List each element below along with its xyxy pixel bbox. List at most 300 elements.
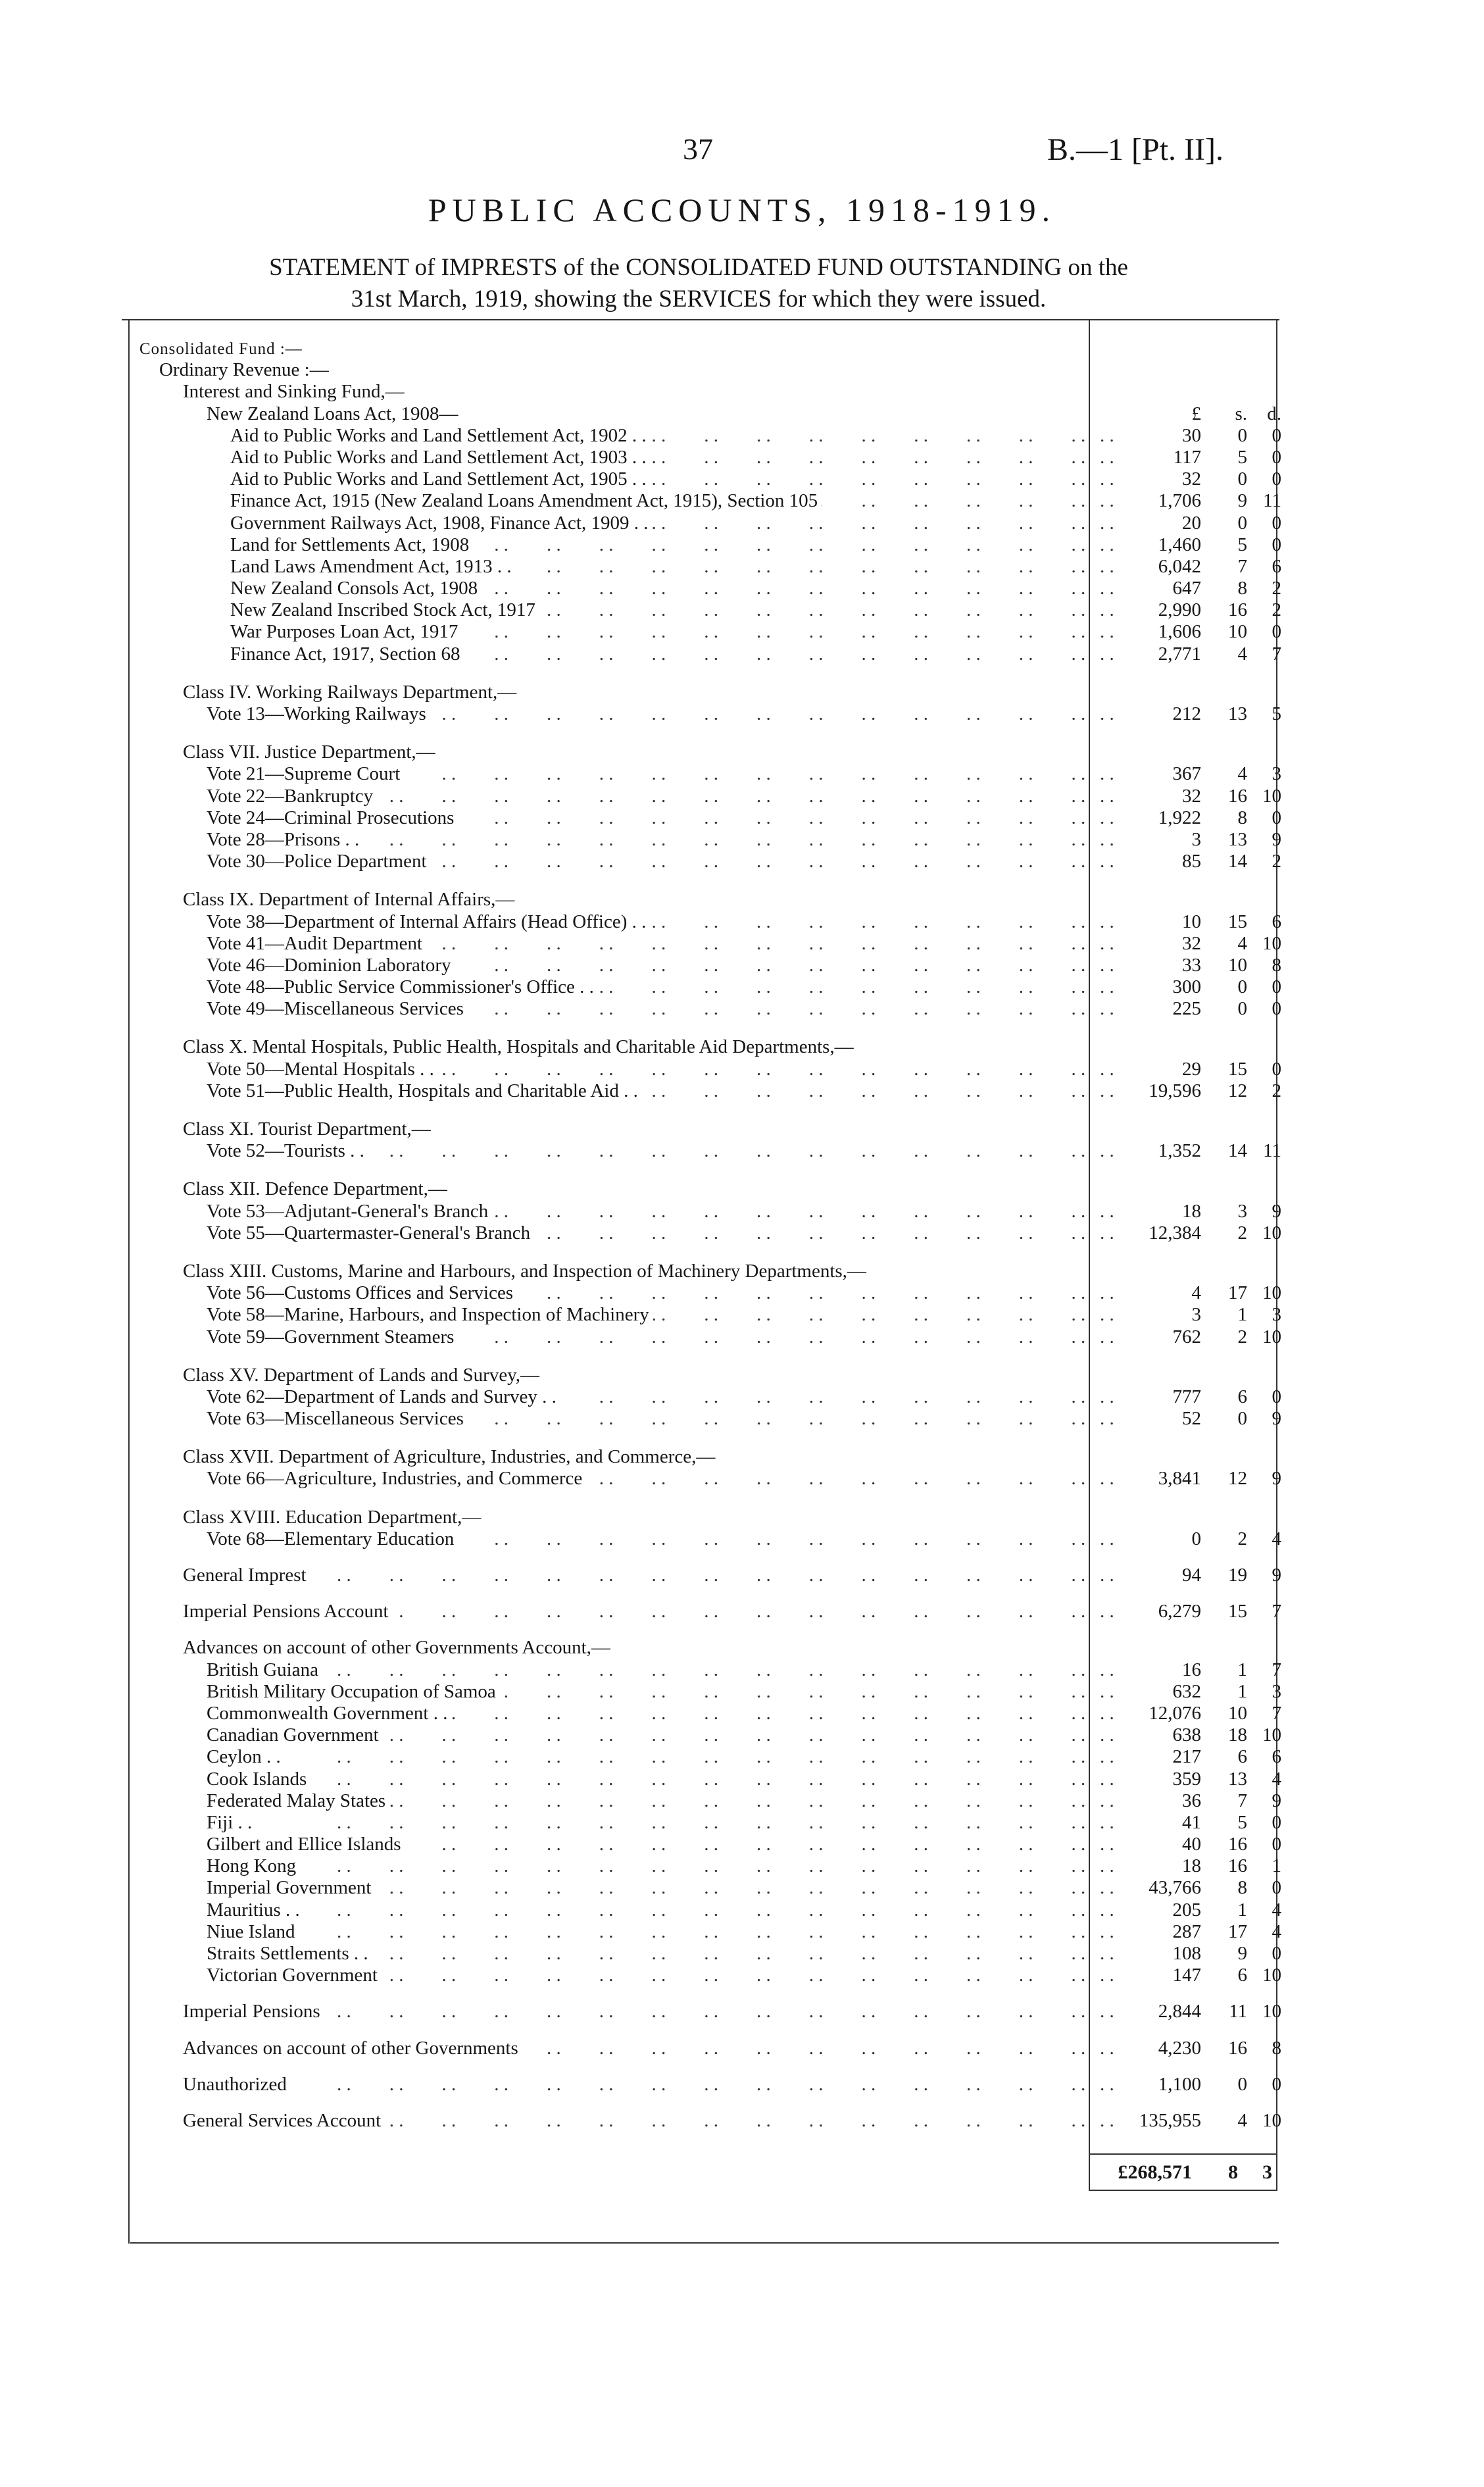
table-row xyxy=(139,556,1284,578)
amount-leader: . . xyxy=(1100,621,1114,643)
amount-shillings: 4 xyxy=(1237,643,1247,665)
amount-pounds: 0 xyxy=(1191,1528,1201,1549)
grand-total xyxy=(1089,2159,1275,2186)
row-spacer xyxy=(139,2059,1284,2074)
amount-shillings: 3 xyxy=(1237,1200,1247,1222)
amount-pounds: 33 xyxy=(1182,954,1201,976)
row-amount xyxy=(1100,2110,1284,2132)
amount-shillings: 16 xyxy=(1228,599,1247,621)
amount-shillings: 11 xyxy=(1229,2001,1247,2022)
row-amount xyxy=(1100,911,1284,933)
row-label: Advances on account of other Governments xyxy=(183,2038,522,2059)
amount-shillings: 9 xyxy=(1237,1943,1247,1964)
row-amount xyxy=(1100,1222,1284,1244)
table-row xyxy=(139,578,1284,599)
amount-pounds: 212 xyxy=(1172,703,1201,724)
pounds-column-header: £ xyxy=(1191,403,1201,424)
row-label: Class IX. Department of Internal Affairs,— xyxy=(183,889,518,911)
amount-shillings: 16 xyxy=(1228,1834,1247,1855)
amount-leader: . . xyxy=(1100,1282,1114,1304)
amount-leader: . . xyxy=(1100,643,1114,665)
table-row xyxy=(139,1507,1284,1528)
row-label: Vote 24—Criminal Prosecutions xyxy=(207,807,458,829)
table-row xyxy=(139,1877,1284,1899)
amount-shillings: 12 xyxy=(1228,1468,1247,1490)
row-label: New Zealand Consols Act, 1908 xyxy=(230,578,482,599)
amount-pounds: 43,766 xyxy=(1149,1877,1201,1899)
row-amount xyxy=(1100,1201,1284,1222)
amount-pence: 0 xyxy=(1272,621,1281,643)
amount-pounds: 10 xyxy=(1182,911,1201,932)
table-row xyxy=(139,359,1284,381)
amount-shillings: 10 xyxy=(1228,954,1247,976)
total-bottom-rule xyxy=(1089,2190,1276,2191)
row-label: Class VII. Justice Department,— xyxy=(183,741,439,763)
amount-pence: 0 xyxy=(1272,468,1281,490)
amount-leader: . . xyxy=(1100,1724,1114,1746)
row-amount xyxy=(1100,1059,1284,1080)
row-label: Consolidated Fund :— xyxy=(139,338,307,360)
table-row xyxy=(139,889,1284,911)
leader-dots xyxy=(337,2110,1093,2132)
row-amount xyxy=(1100,703,1284,725)
table-row xyxy=(139,2038,1284,2059)
amount-pounds: 30 xyxy=(1182,424,1201,446)
amount-shillings: 2 xyxy=(1237,1222,1247,1244)
amount-shillings: 0 xyxy=(1237,468,1247,490)
row-label: Straits Settlements . . xyxy=(207,1943,372,1965)
row-label: Vote 49—Miscellaneous Services xyxy=(207,998,468,1020)
amount-leader: . . xyxy=(1100,1965,1114,1986)
row-amount xyxy=(1100,621,1284,643)
row-label: War Purposes Loan Act, 1917 xyxy=(230,621,462,643)
amount-pounds: 85 xyxy=(1182,851,1201,872)
row-amount xyxy=(1100,1921,1284,1943)
amount-pounds: 225 xyxy=(1172,998,1201,1020)
amount-leader: . . xyxy=(1100,2037,1114,2059)
row-amount xyxy=(1100,578,1284,599)
amount-leader: . . xyxy=(1100,1659,1114,1680)
row-label: Class XI. Tourist Department,— xyxy=(183,1118,435,1140)
row-amount xyxy=(1100,1769,1284,1790)
amount-pounds: 32 xyxy=(1182,468,1201,490)
row-amount xyxy=(1100,513,1284,534)
amount-pounds: 135,955 xyxy=(1139,2109,1201,2131)
amount-pence: 7 xyxy=(1272,1702,1281,1724)
amount-leader: . . xyxy=(1100,911,1114,932)
amount-shillings: 0 xyxy=(1237,2073,1247,2095)
amount-shillings: 0 xyxy=(1237,512,1247,534)
row-spacer xyxy=(139,1348,1284,1365)
table-row xyxy=(139,1681,1284,1703)
leader-dots xyxy=(337,933,1093,955)
amount-pounds: 147 xyxy=(1172,1965,1201,1986)
row-label: Government Railways Act, 1908, Finance Act, 1909 . . xyxy=(230,513,652,534)
amount-leader: . . xyxy=(1100,785,1114,807)
row-label: Imperial Pensions xyxy=(183,2001,324,2022)
amount-leader: . . xyxy=(1100,468,1114,490)
amount-leader: . . xyxy=(1100,1943,1114,1964)
amount-leader: . . xyxy=(1100,851,1114,872)
row-amount xyxy=(1100,1659,1284,1681)
amount-pence: 0 xyxy=(1272,2073,1281,2095)
row-spacer xyxy=(139,1162,1284,1178)
row-amount xyxy=(1100,2001,1284,2022)
row-amount xyxy=(1100,1140,1284,1162)
amount-pounds: 1,460 xyxy=(1158,534,1201,555)
table-row xyxy=(139,403,1284,425)
amount-pounds: 117 xyxy=(1173,446,1201,468)
amount-shillings: 13 xyxy=(1228,1768,1247,1790)
row-amount xyxy=(1100,1790,1284,1812)
row-amount xyxy=(1100,1812,1284,1834)
amount-pence: 0 xyxy=(1272,512,1281,534)
amount-shillings: 6 xyxy=(1237,1746,1247,1768)
amount-pence: 10 xyxy=(1262,1724,1281,1746)
row-amount xyxy=(1100,1965,1284,1986)
page-title: PUBLIC ACCOUNTS, 1918-1919. xyxy=(428,191,1056,228)
imprest-statement-table xyxy=(139,338,1284,2132)
amount-leader: . . xyxy=(1100,490,1114,512)
row-label: Vote 38—Department of Internal Affairs (Head Office) . . xyxy=(207,911,650,933)
amount-shillings: 10 xyxy=(1228,621,1247,643)
amount-pence: 9 xyxy=(1272,1565,1281,1586)
table-row xyxy=(139,829,1284,851)
amount-pounds: 205 xyxy=(1172,1899,1201,1921)
leader-dots xyxy=(337,1855,1093,1877)
amount-shillings: 14 xyxy=(1228,1140,1247,1162)
amount-pence: 2 xyxy=(1272,578,1281,599)
total-top-rule xyxy=(1089,2153,1276,2155)
amount-pounds: 3 xyxy=(1191,1304,1201,1326)
amount-leader: . . xyxy=(1100,954,1114,976)
amount-pence: 0 xyxy=(1272,446,1281,468)
amount-leader: . . xyxy=(1100,998,1114,1020)
subtitle-line-2: 31st March, 1919, showing the SERVICES for which they were issued. xyxy=(351,286,1047,313)
amount-leader: . . xyxy=(1100,1386,1114,1407)
amount-shillings: 4 xyxy=(1237,763,1247,785)
table-row xyxy=(139,1365,1284,1386)
leader-dots xyxy=(337,829,1093,851)
amount-leader: . . xyxy=(1100,1058,1114,1080)
amount-pounds: 6,042 xyxy=(1158,555,1201,577)
row-label: Mauritius . . xyxy=(207,1899,304,1921)
table-row xyxy=(139,1386,1284,1408)
leader-dots xyxy=(337,1812,1093,1834)
amount-shillings: 2 xyxy=(1237,1528,1247,1549)
leader-dots xyxy=(337,786,1093,807)
table-row xyxy=(139,490,1284,512)
row-amount xyxy=(1100,807,1284,829)
row-label: Vote 58—Marine, Harbours, and Inspection of Machinery xyxy=(207,1304,653,1326)
row-spacer xyxy=(139,2023,1284,2038)
leader-dots xyxy=(337,1899,1093,1921)
amount-leader: . . xyxy=(1100,2073,1114,2095)
amount-shillings: 0 xyxy=(1237,1408,1247,1430)
row-label: Aid to Public Works and Land Settlement Act, 1902 . . xyxy=(230,425,651,447)
amount-pence: 7 xyxy=(1272,1659,1281,1680)
table-row xyxy=(139,1446,1284,1468)
row-label: Vote 50—Mental Hospitals . . xyxy=(207,1059,438,1080)
row-label: Imperial Government xyxy=(207,1877,375,1899)
amount-pounds: 2,990 xyxy=(1158,599,1201,621)
row-amount xyxy=(1100,2074,1284,2096)
amount-leader: . . xyxy=(1100,555,1114,577)
amount-pounds: 1,706 xyxy=(1158,490,1201,512)
leader-dots xyxy=(337,2074,1093,2096)
row-label: Class XII. Defence Department,— xyxy=(183,1178,451,1200)
table-row xyxy=(139,763,1284,785)
row-amount xyxy=(1100,1703,1284,1724)
table-row xyxy=(139,1769,1284,1790)
row-amount xyxy=(1100,933,1284,955)
amount-pounds: 359 xyxy=(1172,1768,1201,1790)
row-label: Vote 41—Audit Department xyxy=(207,933,426,955)
amount-pounds: 12,076 xyxy=(1149,1702,1201,1724)
leader-dots xyxy=(337,1746,1093,1768)
amount-shillings: 0 xyxy=(1237,976,1247,998)
amount-pence: 0 xyxy=(1272,1386,1281,1407)
table-row xyxy=(139,1965,1284,1986)
row-label: Vote 62—Department of Lands and Survey . . xyxy=(207,1386,560,1408)
amount-pounds: 1,606 xyxy=(1158,621,1201,643)
row-label: Victorian Government xyxy=(207,1965,382,1986)
amount-shillings: 8 xyxy=(1237,807,1247,828)
row-amount xyxy=(1100,1855,1284,1877)
amount-shillings: 17 xyxy=(1228,1921,1247,1942)
row-label: Vote 53—Adjutant-General's Branch xyxy=(207,1201,492,1222)
row-label: Vote 56—Customs Offices and Services xyxy=(207,1282,517,1304)
row-label: Advances on account of other Governments Account,— xyxy=(183,1637,614,1659)
amount-pounds: 41 xyxy=(1182,1811,1201,1833)
amount-pounds: 367 xyxy=(1172,763,1201,785)
amount-shillings: 8 xyxy=(1237,578,1247,599)
table-row xyxy=(139,425,1284,447)
row-spacer xyxy=(139,1586,1284,1601)
amount-pence: 0 xyxy=(1272,998,1281,1020)
amount-pounds: 3 xyxy=(1191,828,1201,850)
table-row xyxy=(139,955,1284,976)
row-amount xyxy=(1100,1565,1284,1586)
amount-leader: . . xyxy=(1100,932,1114,954)
amount-leader: . . xyxy=(1100,1468,1114,1490)
table-row xyxy=(139,1601,1284,1622)
row-label: Class X. Mental Hospitals, Public Health, Hospitals and Charitable Aid Departments,— xyxy=(183,1036,858,1058)
amount-shillings: 7 xyxy=(1237,555,1247,577)
table-row xyxy=(139,1408,1284,1430)
row-label: New Zealand Loans Act, 1908— xyxy=(207,403,462,425)
row-label: New Zealand Inscribed Stock Act, 1917 xyxy=(230,599,539,621)
amount-shillings: 0 xyxy=(1237,424,1247,446)
row-spacer xyxy=(139,1986,1284,2001)
table-row xyxy=(139,976,1284,998)
row-amount xyxy=(1100,1899,1284,1921)
table-row xyxy=(139,1703,1284,1724)
amount-pence: 0 xyxy=(1272,1877,1281,1899)
row-amount xyxy=(1100,955,1284,976)
row-spacer xyxy=(139,1622,1284,1637)
amount-pence: 5 xyxy=(1272,703,1281,724)
amount-pence: 10 xyxy=(1262,1282,1281,1304)
amount-pounds: 762 xyxy=(1172,1326,1201,1347)
amount-leader: . . xyxy=(1100,1768,1114,1790)
amount-pence: 0 xyxy=(1272,534,1281,555)
table-row xyxy=(139,1261,1284,1282)
amount-leader: . . xyxy=(1100,1680,1114,1702)
amount-shillings: 8 xyxy=(1237,1877,1247,1899)
amount-leader: . . xyxy=(1100,578,1114,599)
amount-pounds: 3,841 xyxy=(1158,1468,1201,1490)
amount-pounds: 300 xyxy=(1172,976,1201,998)
amount-pence: 0 xyxy=(1272,1811,1281,1833)
amount-pence: 4 xyxy=(1272,1528,1281,1549)
row-label: General Services Account xyxy=(183,2110,385,2132)
leader-dots xyxy=(337,1790,1093,1812)
table-row xyxy=(139,1746,1284,1768)
amount-shillings: 1 xyxy=(1237,1899,1247,1921)
amount-shillings: 12 xyxy=(1228,1080,1247,1101)
amount-shillings: 4 xyxy=(1237,932,1247,954)
row-amount xyxy=(1100,425,1284,447)
row-label: Gilbert and Ellice Islands xyxy=(207,1834,405,1855)
leader-dots xyxy=(337,851,1093,872)
row-amount xyxy=(1100,1943,1284,1965)
amount-shillings: 6 xyxy=(1237,1965,1247,1986)
amount-pence: 10 xyxy=(1262,1965,1281,1986)
amount-pounds: 32 xyxy=(1182,932,1201,954)
table-row xyxy=(139,911,1284,933)
row-spacer xyxy=(139,1430,1284,1446)
row-amount xyxy=(1100,1528,1284,1550)
table-row xyxy=(139,682,1284,703)
table-row xyxy=(139,1724,1284,1746)
amount-pounds: 19,596 xyxy=(1149,1080,1201,1101)
row-label: Cook Islands xyxy=(207,1769,310,1790)
amount-pence: 2 xyxy=(1272,1080,1281,1101)
row-label: Vote 51—Public Health, Hospitals and Charitable Aid . . xyxy=(207,1080,642,1102)
table-row xyxy=(139,741,1284,763)
row-label: Vote 48—Public Service Commissioner's Office . . xyxy=(207,976,598,998)
amount-leader: . . xyxy=(1100,1601,1114,1622)
row-label: Vote 22—Bankruptcy xyxy=(207,786,377,807)
amount-shillings: 1 xyxy=(1237,1680,1247,1702)
row-amount xyxy=(1100,643,1284,665)
leader-dots xyxy=(337,1943,1093,1965)
table-row xyxy=(139,2110,1284,2132)
table-row xyxy=(139,1118,1284,1140)
amount-leader: . . xyxy=(1100,1080,1114,1101)
row-spacer xyxy=(139,665,1284,682)
amount-pounds: 18 xyxy=(1182,1855,1201,1877)
row-label: Ordinary Revenue :— xyxy=(159,359,333,381)
column-headers xyxy=(1100,403,1284,425)
amount-leader: . . xyxy=(1100,2001,1114,2022)
leader-dots xyxy=(337,703,1093,725)
amount-pence: 3 xyxy=(1272,1304,1281,1326)
row-amount xyxy=(1100,1877,1284,1899)
amount-leader: . . xyxy=(1100,1140,1114,1162)
table-row xyxy=(139,1304,1284,1326)
row-label: Vote 68—Elementary Education xyxy=(207,1528,458,1550)
amount-pounds: 94 xyxy=(1182,1565,1201,1586)
amount-pence: 9 xyxy=(1272,828,1281,850)
table-row xyxy=(139,468,1284,490)
amount-pence: 9 xyxy=(1272,1408,1281,1430)
table-row xyxy=(139,1282,1284,1304)
amount-pounds: 108 xyxy=(1172,1943,1201,1964)
amount-pence: 0 xyxy=(1272,1943,1281,1964)
leader-dots xyxy=(337,1565,1093,1586)
amount-pence: 7 xyxy=(1272,1601,1281,1622)
amount-pence: 3 xyxy=(1272,1680,1281,1702)
row-spacer xyxy=(139,1020,1284,1036)
row-amount xyxy=(1100,556,1284,578)
amount-leader: . . xyxy=(1100,534,1114,555)
table-row xyxy=(139,1468,1284,1490)
table-top-rule xyxy=(122,319,1279,320)
shillings-column-header: s. xyxy=(1235,403,1247,424)
amount-pence: 7 xyxy=(1272,643,1281,665)
amount-pence: 10 xyxy=(1262,2109,1281,2131)
amount-shillings: 6 xyxy=(1237,1386,1247,1407)
table-row xyxy=(139,1659,1284,1681)
amount-pence: 0 xyxy=(1272,1058,1281,1080)
amount-pounds: 287 xyxy=(1172,1921,1201,1942)
table-row xyxy=(139,338,1284,359)
amount-leader: . . xyxy=(1100,1528,1114,1549)
row-label: Class XV. Department of Lands and Survey,— xyxy=(183,1365,543,1386)
row-label: Ceylon . . xyxy=(207,1746,285,1768)
row-amount xyxy=(1100,490,1284,512)
amount-shillings: 7 xyxy=(1237,1790,1247,1811)
row-label: Canadian Government xyxy=(207,1724,383,1746)
amount-shillings: 5 xyxy=(1237,1811,1247,1833)
row-amount xyxy=(1100,763,1284,785)
amount-shillings: 16 xyxy=(1228,2037,1247,2059)
amount-pence: 8 xyxy=(1272,954,1281,976)
amount-leader: . . xyxy=(1100,1834,1114,1855)
row-amount xyxy=(1100,1724,1284,1746)
leader-dots xyxy=(337,1059,1093,1080)
row-label: Vote 63—Miscellaneous Services xyxy=(207,1408,468,1430)
amount-leader: . . xyxy=(1100,1702,1114,1724)
amount-shillings: 0 xyxy=(1237,998,1247,1020)
amount-leader: . . xyxy=(1100,424,1114,446)
table-row xyxy=(139,1855,1284,1877)
amount-pounds: 40 xyxy=(1182,1834,1201,1855)
row-label: Land Laws Amendment Act, 1913 . . xyxy=(230,556,516,578)
row-label: Aid to Public Works and Land Settlement Act, 1903 . . xyxy=(230,447,651,468)
amount-shillings: 4 xyxy=(1237,2109,1247,2131)
row-label: Commonwealth Government . . xyxy=(207,1703,451,1724)
table-row xyxy=(139,1326,1284,1348)
row-spacer xyxy=(139,1102,1284,1118)
row-label: Class XVII. Department of Agriculture, Industries, and Commerce,— xyxy=(183,1446,719,1468)
amount-pence: 0 xyxy=(1272,807,1281,828)
table-row xyxy=(139,447,1284,468)
total-shillings: 8 xyxy=(1228,2161,1238,2183)
row-label: Aid to Public Works and Land Settlement Act, 1905 . . xyxy=(230,468,651,490)
amount-pence: 4 xyxy=(1272,1899,1281,1921)
total-pence: 3 xyxy=(1262,2161,1272,2183)
table-row xyxy=(139,807,1284,829)
amount-pence: 10 xyxy=(1262,1222,1281,1244)
amount-pence: 0 xyxy=(1272,976,1281,998)
amount-pounds: 1,100 xyxy=(1158,2073,1201,2095)
row-amount xyxy=(1100,851,1284,872)
amount-shillings: 2 xyxy=(1237,1326,1247,1347)
amount-leader: . . xyxy=(1100,807,1114,828)
